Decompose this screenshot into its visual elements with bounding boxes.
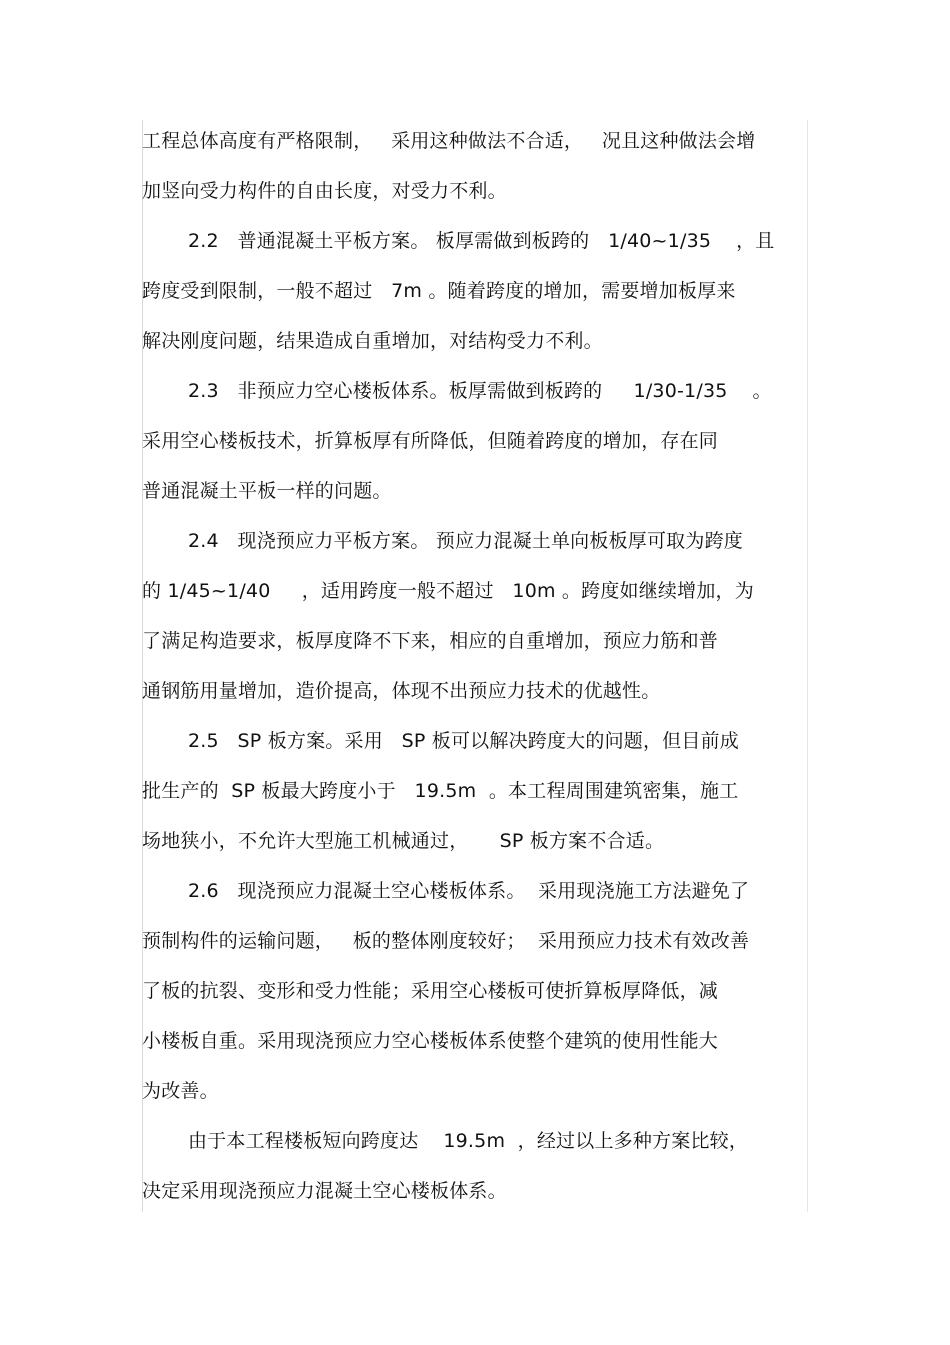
section-heading-2-2: 2.2 普通混凝土平板方案。 板厚需做到板跨的 1/40~1/35 ，且 (188, 230, 775, 252)
text-line: 的 1/45~1/40 ，适用跨度一般不超过 10m 。跨度如继续增加，为 (142, 580, 754, 602)
text-line: 通钢筋用量增加，造价提高，体现不出预应力技术的优越性。 (142, 680, 661, 702)
text-line: 批生产的 SP 板最大跨度小于 19.5m 。本工程周围建筑密集，施工 (142, 780, 739, 802)
text-line: 普通混凝土平板一样的问题。 (142, 480, 392, 502)
text-line: 加竖向受力构件的自由长度，对受力不利。 (142, 180, 507, 202)
text-line: 采用空心楼板技术，折算板厚有所降低，但随着跨度的增加，存在同 (142, 430, 719, 452)
section-heading-2-3: 2.3 非预应力空心楼板体系。板厚需做到板跨的 1/30-1/35 。 (188, 380, 772, 402)
section-heading-2-5: 2.5 SP 板方案。采用 SP 板可以解决跨度大的问题，但目前成 (188, 730, 739, 752)
conclusion-line: 由于本工程楼板短向跨度达 19.5m ，经过以上多种方案比较， (188, 1130, 749, 1152)
text-line: 跨度受到限制，一般不超过 7m 。随着跨度的增加，需要增加板厚来 (142, 280, 736, 302)
text-line: 决定采用现浇预应力混凝土空心楼板体系。 (142, 1180, 507, 1202)
text-line: 解决刚度问题，结果造成自重增加，对结构受力不利。 (142, 330, 603, 352)
section-heading-2-4: 2.4 现浇预应力平板方案。 预应力混凝土单向板板厚可取为跨度 (188, 530, 743, 552)
text-line: 了板的抗裂、变形和受力性能；采用空心楼板可使折算板厚降低，减 (142, 980, 719, 1002)
text-line: 小楼板自重。采用现浇预应力空心楼板体系使整个建筑的使用性能大 (142, 1030, 719, 1052)
text-line: 预制构件的运输问题， 板的整体刚度较好； 采用预应力技术有效改善 (142, 930, 750, 952)
text-line: 工程总体高度有严格限制， 采用这种做法不合适， 况且这种做法会增 (142, 130, 756, 152)
text-line: 场地狭小，不允许大型施工机械通过， SP 板方案不合适。 (142, 830, 665, 852)
text-line: 为改善。 (142, 1080, 219, 1102)
text-line: 了满足构造要求，板厚度降不下来，相应的自重增加，预应力筋和普 (142, 630, 719, 652)
section-heading-2-6: 2.6 现浇预应力混凝土空心楼板体系。 采用现浇施工方法避免了 (188, 880, 750, 902)
